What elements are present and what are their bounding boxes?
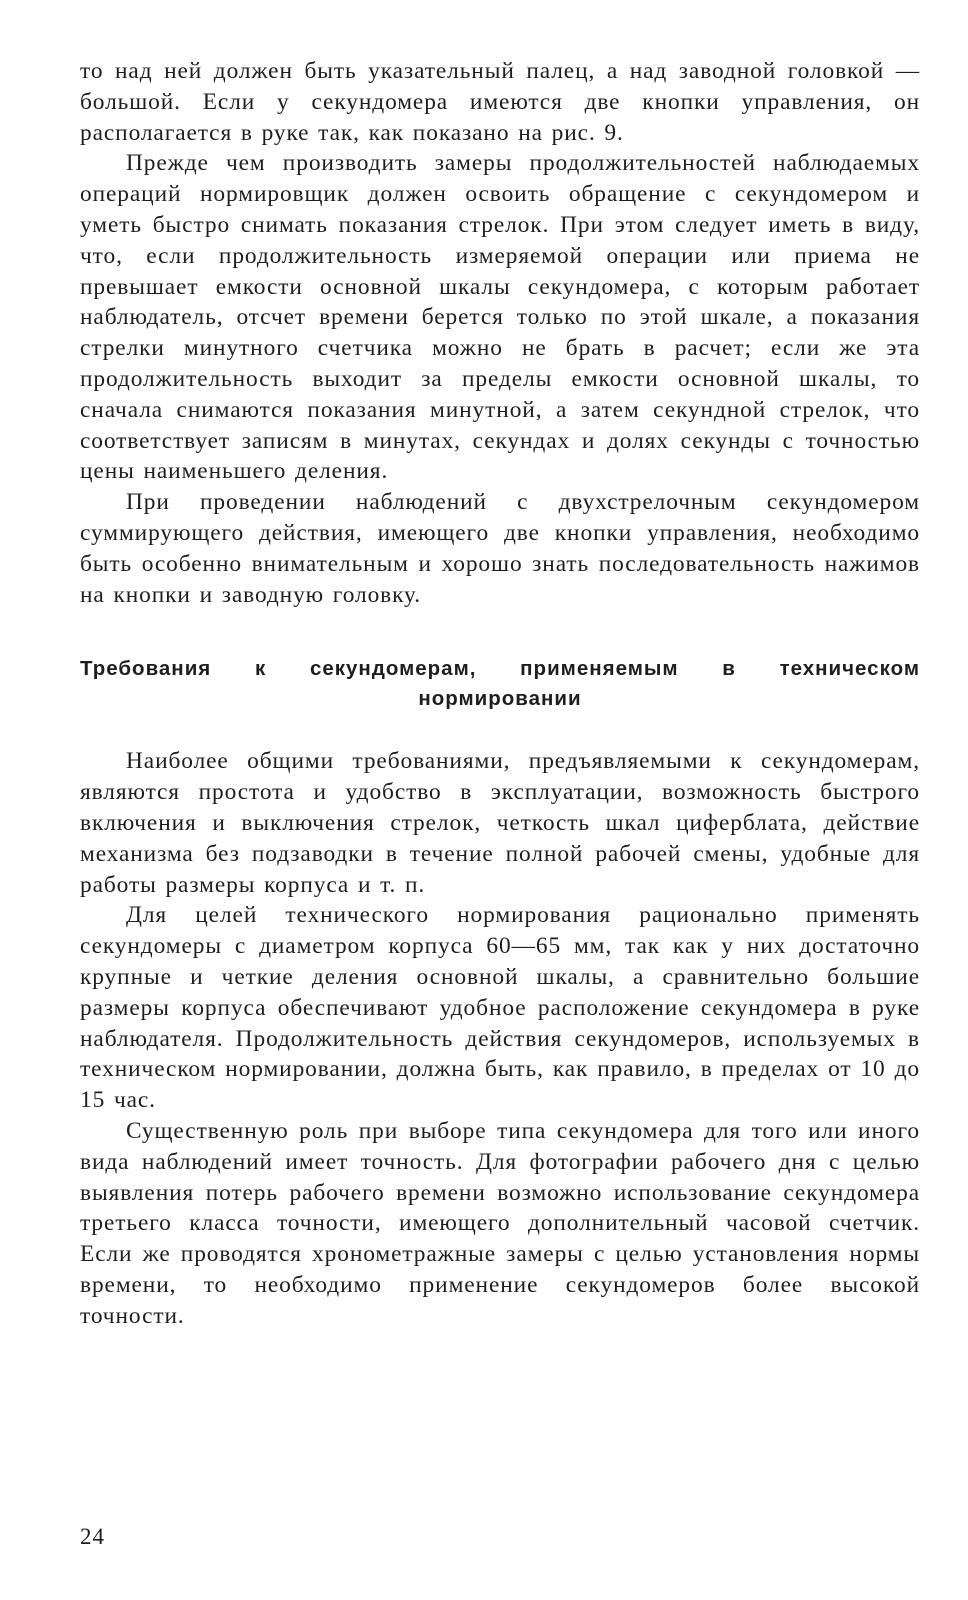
- paragraph-accuracy: Существенную роль при выборе типа секундомера для того или иного вида наблюдений имеет точность. Для фотографии рабочего дня с целью выявления потерь рабочего времени возможно использование секундомера третьего класса точности, имеющего дополнительный часовой счетчик. Если же проводятся хронометражные замеры с целью установления нормы времени, то необходимо применение секундомеров более высокой точности.: [80, 1117, 920, 1329]
- paragraph-continuation: то над ней должен быть указательный палец, а над заводной головкой — большой. Если у секундомера имеются две кнопки управления, он располагается в руке так, как показано на рис. 9.: [80, 58, 920, 146]
- section-heading-line-2: нормировании: [418, 687, 582, 711]
- paragraph-general-requirements: Наиболее общими требованиями, предъявляемыми к секундомерам, являются простота и удобство в эксплуатации, возможность быстрого включения и выключения стрелок, четкость шкал циферблата, действие механизма без подзаводки в течение полной рабочей смены, удобные для работы размеры корпуса и т. п.: [80, 748, 920, 898]
- page-body: [80, 56, 920, 1331]
- section-heading-line-1: Требования к секундомерам, применяемым в техническом: [80, 657, 920, 681]
- paragraph-stopwatch-reading: Прежде чем производить замеры продолжительностей наблюдаемых операций нормировщик должен освоить обращение с секундомером и уметь быстро снимать показания стрелок. При этом следует иметь в виду, что, если продолжительность измеряемой операции или приема не превышает емкости основной шкалы секундомера, с которым работает наблюдатель, отсчет времени берется только по этой шкале, а показания стрелки минутного счетчика можно не брать в расчет; если же эта продолжительность выходит за пределы емкости основной шкалы, то сначала снимаются показания минутной, а затем секундной стрелок, что соответствует записям в минутах, секундах и долях секунды с точностью цены наименьшего деления.: [80, 150, 920, 485]
- section-heading: [80, 654, 920, 714]
- paragraph-two-hand-stopwatch: При проведении наблюдений с двухстрелочным секундомером суммирующего действия, имеющего две кнопки управления, необходимо быть особенно внимательным и хорошо знать последовательность нажимов на кнопки и заводную головку.: [80, 489, 920, 608]
- page-number: 24: [80, 1524, 105, 1549]
- paragraph-case-diameter: Для целей технического нормирования рационально применять секундомеры с диаметром корпуса 60—65 мм, так как у них достаточно крупные и четкие деления основной шкалы, а сравнительно большие размеры корпуса обеспечивают удобное расположение секундомера в руке наблюдателя. Продолжительность действия секундомеров, используемых в техническом нормировании, должна быть, как правило, в пределах от 10 до 15 час.: [80, 902, 920, 1114]
